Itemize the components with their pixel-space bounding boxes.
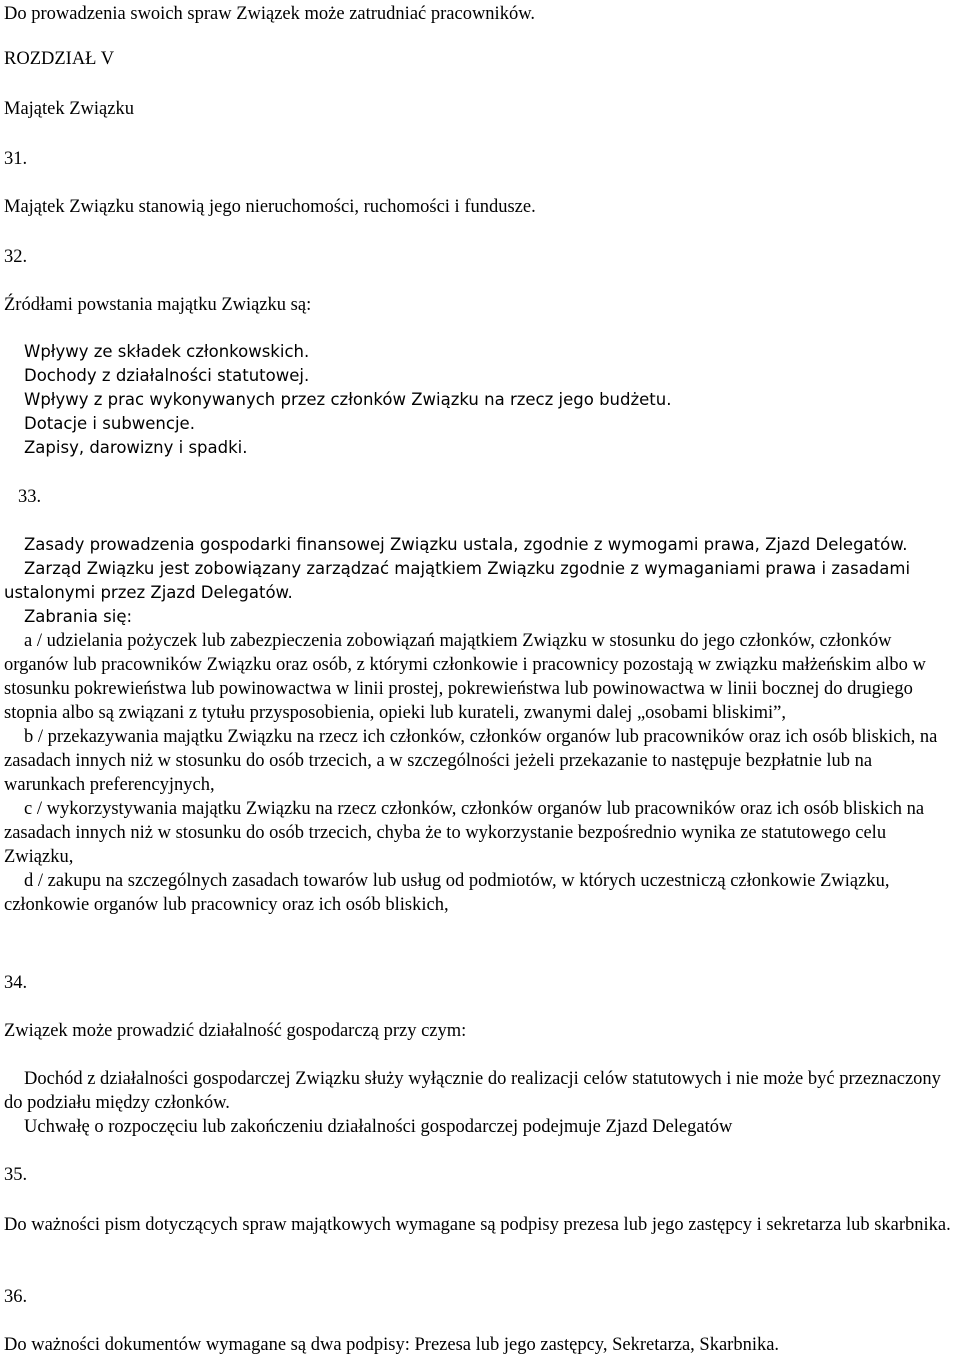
prohibition-a: a / udzielania pożyczek lub zabezpieczenia zobowiązań majątkiem Związku w stosunku do jego członków, członków organów lub pracowników Związku oraz osób, z którymi członkowie i pracownicy pozostają w związku małżeńskim albo w stosunku pokrewieństwa lub powinowactwa w linii prostej, pokrewieństwa lub powinowactwa w linii bocznej do drugiego stopnia albo są związani z tytułu przysposobienia, opieki lub kurateli, zwanymi dalej „osobami bliskimi”,	[4, 631, 926, 723]
section-33-sans-block	[4, 533, 956, 629]
section-31-text: Majątek Związku stanowią jego nieruchomości, ruchomości i fundusze.	[4, 197, 536, 217]
list-item: Dotacje i subwencje.	[24, 414, 195, 433]
section-32-lead: Źródłami powstania majątku Związku są:	[4, 295, 312, 315]
section-34-body	[4, 1067, 956, 1139]
chapter-number: ROZDZIAŁ V	[4, 49, 115, 69]
section-36-text: Do ważności dokumentów wymagane są dwa podpisy: Prezesa lub jego zastępcy, Sekretarza, Skarbnika.	[4, 1335, 780, 1355]
section-34-paragraph-2: Uchwałę o rozpoczęciu lub zakończeniu działalności gospodarczej podejmuje Zjazd Delegatów	[24, 1117, 733, 1137]
section-33-prohibitions	[4, 629, 956, 917]
income-sources-list	[24, 340, 671, 460]
section-33-paragraph-2: Zarząd Związku jest zobowiązany zarządzać majątkiem Związku zgodnie z wymaganiami prawa i zasadami ustalonymi przez Zjazd Delegatów.	[4, 559, 911, 602]
section-33-label: 33.	[18, 487, 42, 507]
prohibition-c: c / wykorzystywania majątku Związku na rzecz członków, członków organów lub pracowników oraz ich osób bliskich na zasadach innych niż w stosunku do osób trzecich, chyba że to wykorzystanie bezpośrednio wynika ze statutowego celu Związku,	[4, 799, 925, 867]
section-33-paragraph-1: Zasady prowadzenia gospodarki finansowej Związku ustala, zgodnie z wymogami prawa, Zjazd Delegatów.	[24, 535, 908, 554]
section-36-label: 36.	[4, 1287, 28, 1307]
list-item: Dochody z działalności statutowej.	[24, 366, 310, 385]
section-32-label: 32.	[4, 247, 28, 267]
list-item: Wpływy z prac wykonywanych przez członków Związku na rzecz jego budżetu.	[24, 390, 672, 409]
prohibition-b: b / przekazywania majątku Związku na rzecz ich członków, członków organów lub pracowników oraz ich osób bliskich, na zasadach innych niż w stosunku do osób trzecich, a w szczególności jeżeli przekazanie to następuje bezpłatnie lub na warunkach preferencyjnych,	[4, 727, 938, 795]
section-31-label: 31.	[4, 149, 28, 169]
section-35-label: 35.	[4, 1165, 28, 1185]
section-35-text: Do ważności pism dotyczących spraw majątkowych wymagane są podpisy prezesa lub jego zastępcy i sekretarza lub skarbnika.	[4, 1215, 951, 1235]
section-34-label: 34.	[4, 973, 28, 993]
section-34-paragraph-1: Dochód z działalności gospodarczej Związku służy wyłącznie do realizacji celów statutowych i nie może być przeznaczony do podziału między członków.	[4, 1069, 941, 1113]
list-item: Zapisy, darowizny i spadki.	[24, 438, 248, 457]
list-item: Wpływy ze składek członkowskich.	[24, 342, 310, 361]
section-33-prohibition-lead: Zabrania się:	[24, 607, 133, 626]
prohibition-d: d / zakupu na szczególnych zasadach towarów lub usług od podmiotów, w których uczestniczą członkowie Związku, członkowie organów lub pracownicy oraz ich osób bliskich,	[4, 871, 890, 915]
chapter-title: Majątek Związku	[4, 99, 134, 119]
intro-text: Do prowadzenia swoich spraw Związek może zatrudniać pracowników.	[4, 4, 535, 24]
section-34-lead: Związek może prowadzić działalność gospodarczą przy czym:	[4, 1021, 467, 1041]
